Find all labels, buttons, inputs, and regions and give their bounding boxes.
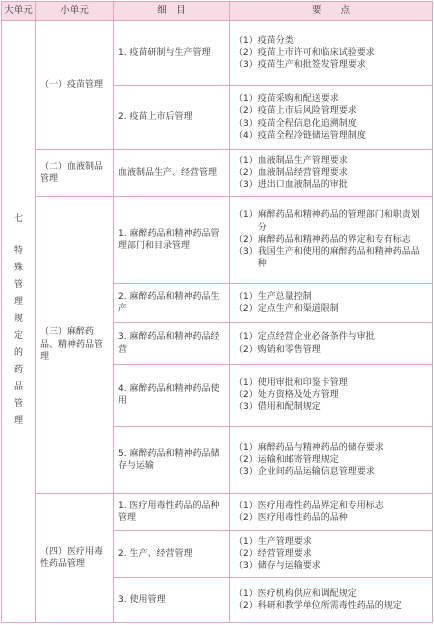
- point-number: （3）: [234, 118, 258, 129]
- table-row: [2, 196, 433, 284]
- point-text: 运输和邮寄管理规定: [257, 454, 339, 465]
- point-item: [234, 500, 428, 512]
- point-text: 疫苗全程信息化追溯制度: [257, 118, 357, 129]
- point-item: [234, 234, 428, 246]
- point-number: （1）: [234, 210, 258, 221]
- big-unit-char: 管: [13, 399, 23, 410]
- big-unit-number: 七: [13, 213, 23, 224]
- big-unit-char: 理: [13, 297, 23, 308]
- small-unit-label: （三）麻醉药品、精神药品管理: [40, 327, 104, 362]
- point-item: [234, 291, 428, 303]
- point-number: （1）: [234, 588, 258, 599]
- point-item: [234, 179, 428, 191]
- point-number: （3）: [234, 402, 258, 413]
- point-number: （2）: [234, 548, 258, 559]
- big-unit-label: [2, 213, 35, 430]
- point-text: 生产管理要求: [257, 536, 312, 547]
- point-number: （1）: [234, 292, 258, 303]
- table-row: [2, 493, 433, 530]
- point-text: 生产总量控制: [257, 292, 312, 303]
- points-cell: [230, 323, 433, 365]
- detail-cell: [114, 578, 230, 623]
- point-number: （2）: [234, 512, 258, 523]
- syllabus-body: [2, 21, 433, 623]
- detail-label: 3. 使用管理: [118, 594, 166, 605]
- detail-label: 1. 医疗用毒性药品的品种管理: [118, 500, 220, 523]
- point-text: 疫苗上市后风险管理要求: [257, 106, 357, 117]
- point-item: [234, 331, 428, 343]
- detail-label: 4. 麻醉药品和精神药品使用: [118, 384, 220, 407]
- point-number: （1）: [234, 377, 258, 388]
- detail-cell: [114, 86, 230, 150]
- small-unit-label: （一）疫苗管理: [40, 79, 104, 90]
- point-number: （3）: [234, 466, 258, 477]
- table-row: [2, 21, 433, 86]
- big-unit-char: 殊: [13, 263, 23, 274]
- point-text: 借用和配制规定: [257, 402, 321, 413]
- point-number: （2）: [234, 344, 258, 355]
- point-text: 企业间药品运输信息管理要求: [257, 466, 375, 477]
- points-cell: [230, 86, 433, 150]
- point-number: （2）: [234, 234, 258, 245]
- point-number: （3）: [234, 60, 258, 71]
- detail-cell: [114, 21, 230, 86]
- point-item: [234, 588, 428, 600]
- points-cell: [230, 493, 433, 530]
- point-number: （1）: [234, 35, 258, 46]
- point-text: 医疗机构供应和调配规定: [257, 588, 357, 599]
- point-number: （2）: [234, 304, 258, 315]
- detail-cell: [114, 196, 230, 284]
- points-cell: [230, 426, 433, 493]
- detail-label: 2. 疫苗上市后管理: [118, 112, 193, 123]
- header-points: 要 点: [230, 2, 433, 21]
- syllabus-table: [1, 1, 433, 623]
- point-item: [234, 512, 428, 524]
- point-number: （2）: [234, 601, 258, 612]
- detail-cell: [114, 284, 230, 323]
- detail-cell: [114, 530, 230, 577]
- point-item: [234, 303, 428, 315]
- point-item: [234, 401, 428, 413]
- point-text: 疫苗生产和批签发管理要求: [257, 60, 366, 71]
- point-number: （1）: [234, 94, 258, 105]
- points-cell: [230, 578, 433, 623]
- small-unit-label: （四）医疗用毒性药品管理: [40, 546, 104, 569]
- point-text: 科研和教学单位所需毒性药品的规定: [257, 601, 402, 612]
- point-item: [234, 454, 428, 466]
- point-text: 经营管理要求: [257, 548, 312, 559]
- point-text: 处方资格及处方管理: [257, 390, 339, 401]
- point-item: [234, 167, 428, 179]
- point-number: （3）: [234, 179, 258, 190]
- detail-cell: [114, 493, 230, 530]
- point-item: [234, 442, 428, 454]
- big-unit-char: 特: [13, 246, 23, 257]
- point-text: 定点经营企业必备条件与审批: [257, 332, 375, 343]
- points-cell: [230, 196, 433, 284]
- small-unit-cell: [36, 21, 114, 150]
- point-text: 进出口血液制品的审批: [257, 179, 348, 190]
- point-item: [234, 600, 428, 612]
- point-item: [234, 59, 428, 71]
- point-item: [234, 130, 428, 142]
- detail-label: 2. 生产、经营管理: [118, 548, 193, 559]
- point-item: [234, 466, 428, 478]
- detail-cell: [114, 426, 230, 493]
- point-text: 定点生产和渠道限制: [257, 304, 339, 315]
- point-text: 购销和零售管理: [257, 344, 321, 355]
- small-unit-cell: [36, 150, 114, 196]
- point-item: [234, 389, 428, 401]
- point-item: [234, 105, 428, 117]
- point-text: 血液制品经营管理要求: [257, 167, 348, 178]
- detail-label: 1. 麻醉药品和精神药品管理部门和目录管理: [118, 228, 220, 251]
- point-number: （1）: [234, 155, 258, 166]
- point-number: （2）: [234, 390, 258, 401]
- point-text: 医疗用毒性药品界定和专用标志: [257, 500, 384, 511]
- point-number: （1）: [234, 442, 258, 453]
- point-text: 麻醉药品和精神药品的界定和专有标志: [257, 234, 411, 245]
- point-text: 储存与运输要求: [257, 561, 321, 572]
- points-cell: [230, 284, 433, 323]
- header-row: [2, 2, 433, 21]
- header-detail: 细 目: [114, 2, 230, 21]
- big-unit-char: 药: [13, 365, 23, 376]
- big-unit-char: 的: [13, 348, 23, 359]
- header-big-unit: 大单元: [2, 2, 36, 21]
- detail-cell: [114, 323, 230, 365]
- big-unit-char: 理: [13, 416, 23, 427]
- point-number: （2）: [234, 167, 258, 178]
- point-number: （3）: [234, 561, 258, 572]
- detail-cell: [114, 150, 230, 196]
- small-unit-cell: [36, 196, 114, 493]
- big-unit-cell: [2, 21, 36, 623]
- big-unit-char: 规: [13, 314, 23, 325]
- point-item: [234, 560, 428, 572]
- point-item: [234, 246, 428, 270]
- point-number: （2）: [234, 47, 258, 58]
- point-item: [234, 93, 428, 105]
- points-cell: [230, 150, 433, 196]
- points-cell: [230, 364, 433, 426]
- big-unit-char: 品: [13, 382, 23, 393]
- point-number: （2）: [234, 454, 258, 465]
- point-text: 医疗用毒性药品的品种: [257, 512, 348, 523]
- point-number: （4）: [234, 130, 258, 141]
- header-small-unit: 小单元: [36, 2, 114, 21]
- point-item: [234, 35, 428, 47]
- points-cell: [230, 530, 433, 577]
- small-unit-label: （二）血液制品管理: [40, 161, 104, 184]
- point-text: 疫苗采购和配送要求: [257, 94, 339, 105]
- big-unit-char: 定: [13, 331, 23, 342]
- point-number: （3）: [234, 246, 258, 257]
- point-item: [234, 536, 428, 548]
- point-text: 疫苗上市许可和临床试验要求: [257, 47, 375, 58]
- detail-cell: [114, 364, 230, 426]
- detail-label: 1. 疫苗研制与生产管理: [118, 47, 211, 58]
- point-item: [234, 118, 428, 130]
- point-text: 使用审批和印鉴卡管理: [257, 377, 348, 388]
- detail-label: 5. 麻醉药品和精神药品储存与运输: [118, 448, 220, 471]
- point-number: （1）: [234, 332, 258, 343]
- point-text: 麻醉药品与精神药品的储存要求: [257, 442, 384, 453]
- point-item: [234, 209, 428, 233]
- point-text: 疫苗全程冷链储运管理制度: [257, 130, 366, 141]
- point-item: [234, 548, 428, 560]
- points-cell: [230, 21, 433, 86]
- point-text: 我国生产和使用的麻醉药品和精神药品品种: [257, 246, 420, 269]
- detail-label: 2. 麻醉药品和精神药品生产: [118, 292, 220, 315]
- point-number: （1）: [234, 500, 258, 511]
- point-number: （2）: [234, 106, 258, 117]
- point-item: [234, 155, 428, 167]
- point-number: （1）: [234, 536, 258, 547]
- small-unit-cell: [36, 493, 114, 622]
- detail-label: 3. 麻醉药品和精神药品经营: [118, 332, 220, 355]
- point-item: [234, 47, 428, 59]
- point-item: [234, 377, 428, 389]
- point-text: 麻醉药品和精神药品的管理部门和职责划分: [257, 210, 420, 233]
- point-text: 疫苗分类: [257, 35, 294, 46]
- detail-label: 血液制品生产、经营管理: [118, 167, 218, 178]
- table-row: [2, 150, 433, 196]
- big-unit-char: 管: [13, 280, 23, 291]
- point-item: [234, 344, 428, 356]
- point-text: 血液制品生产管理要求: [257, 155, 348, 166]
